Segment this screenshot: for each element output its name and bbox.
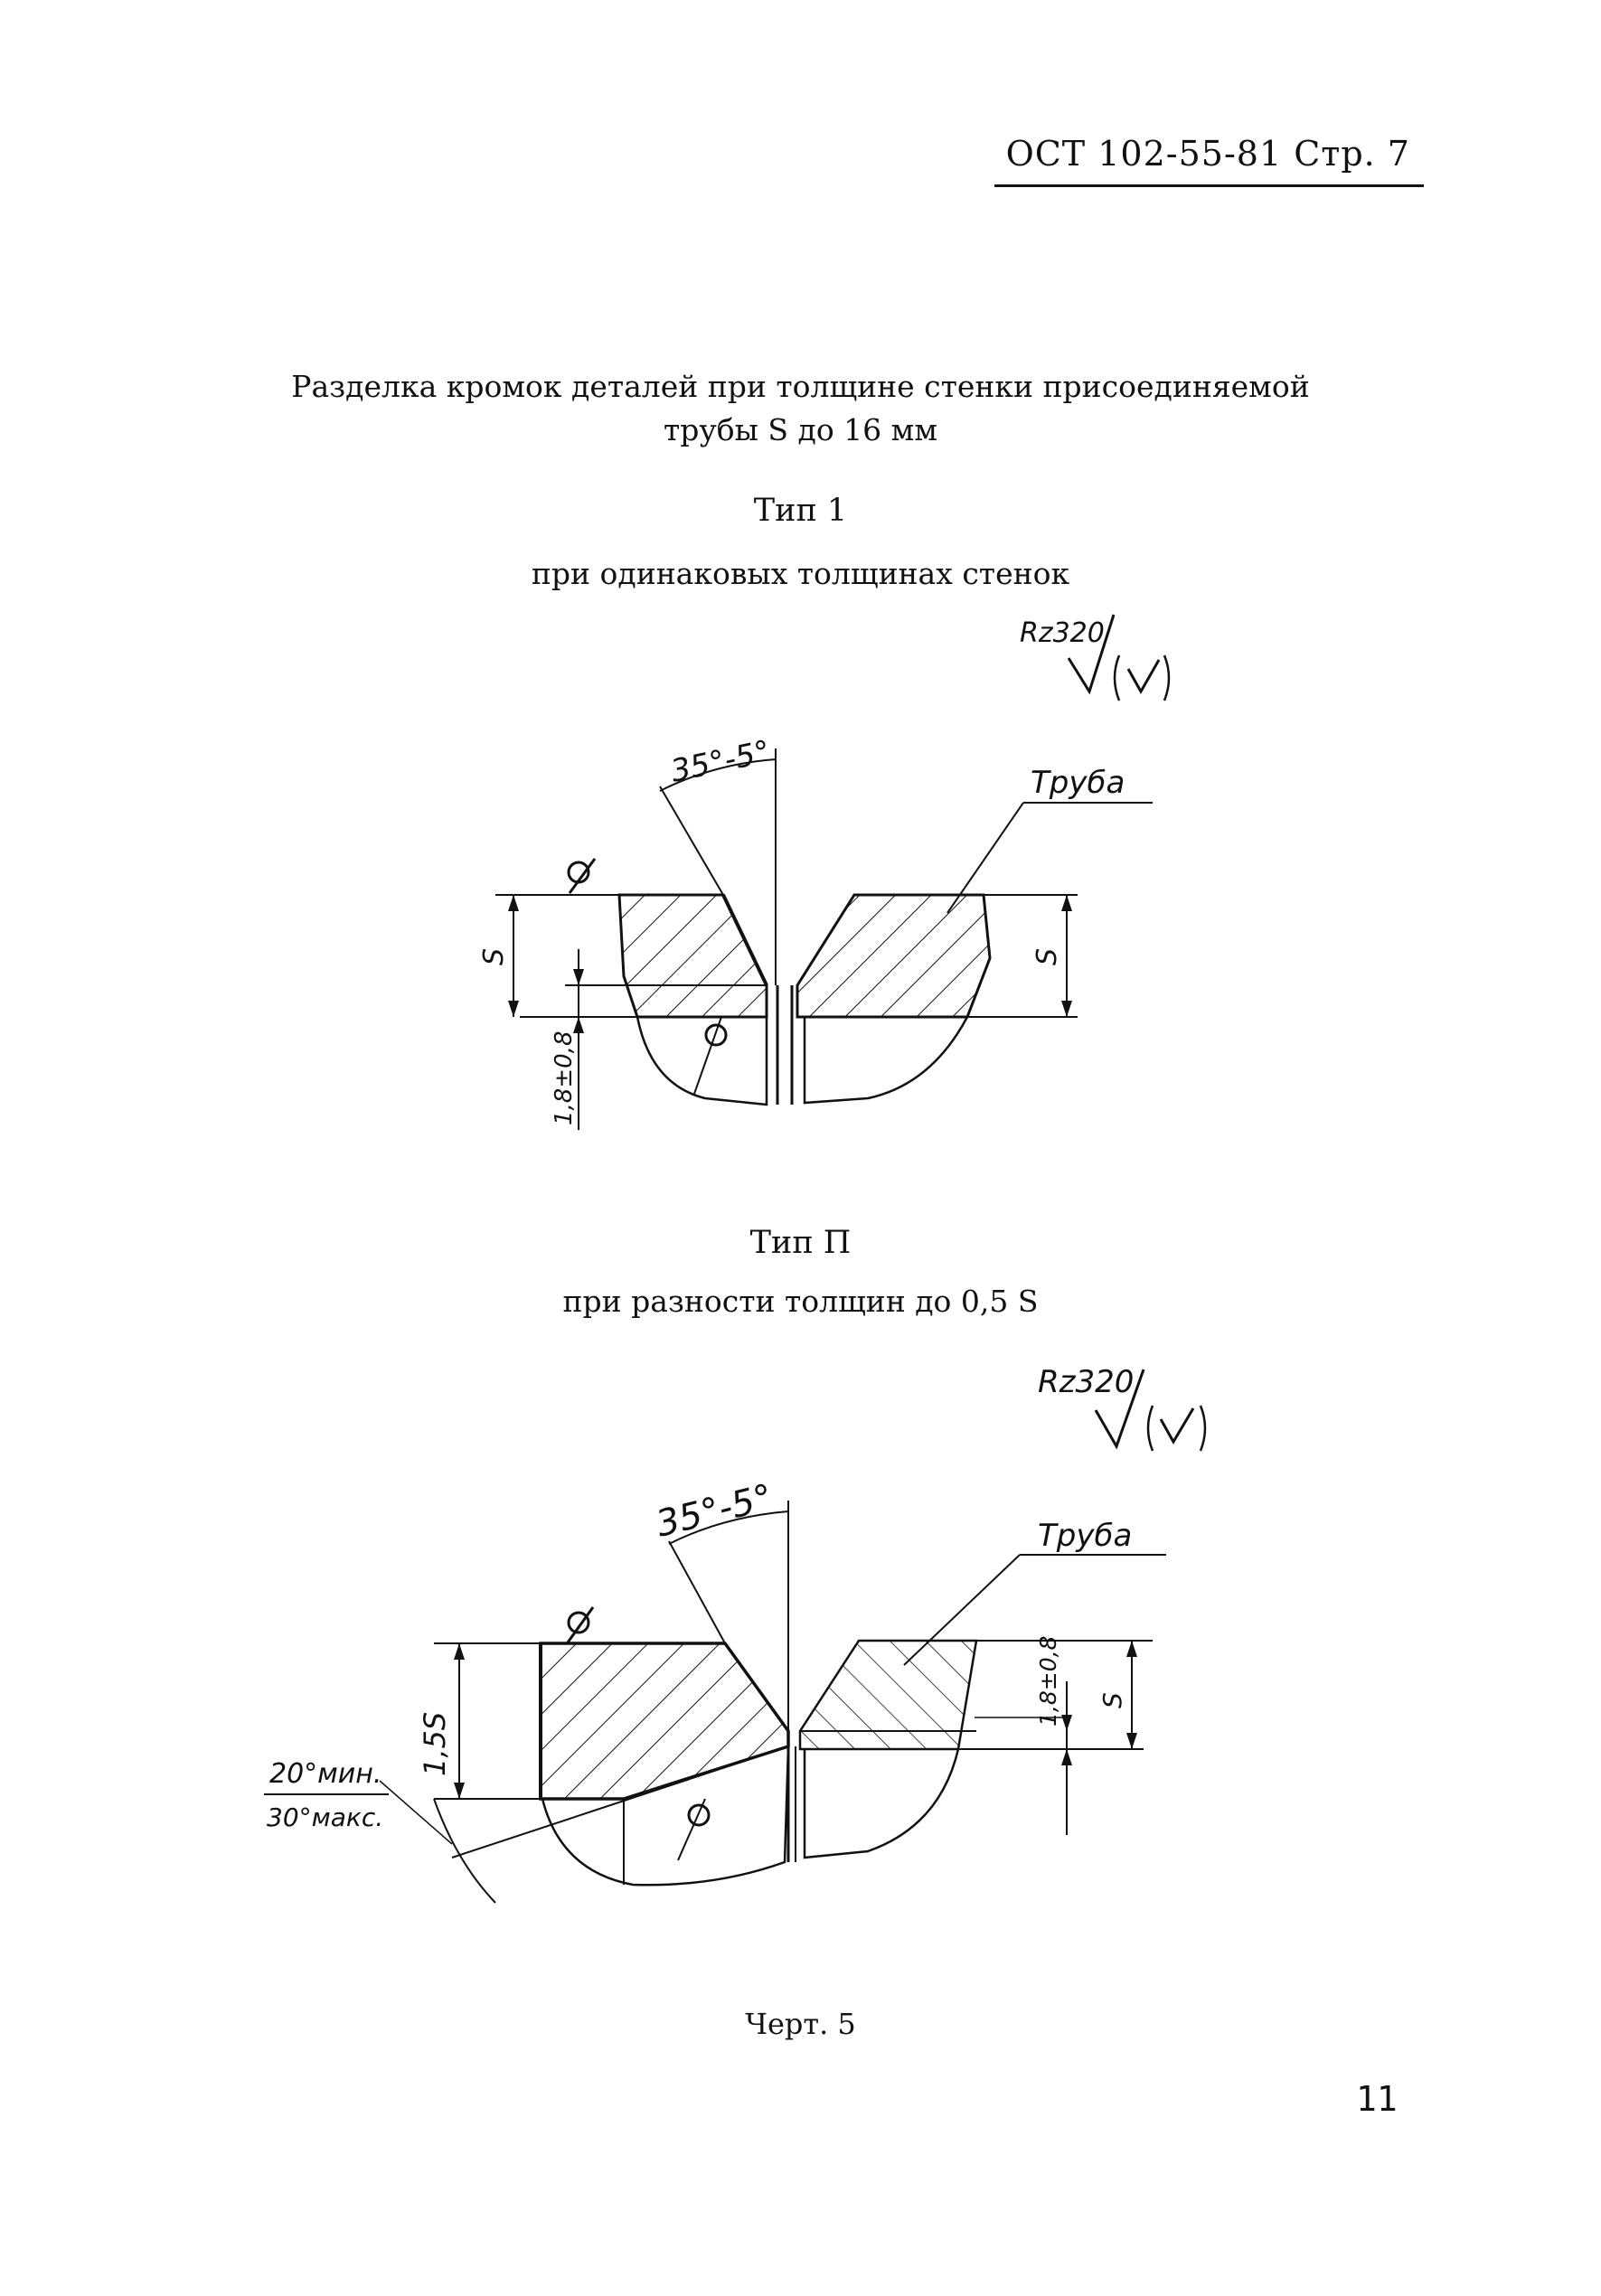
type2-left-part-section (541, 1643, 788, 1799)
type2-pipe-label: Труба (1038, 1518, 1133, 1554)
type2-subtitle: при разности толщин до 0,5 S (562, 1284, 1039, 1319)
type1-subtitle: при одинаковых толщинах стенок (531, 556, 1070, 591)
type1-dim-s-right: S (1031, 947, 1063, 965)
type1-pipe-body (805, 1017, 967, 1103)
type1-dim-root: 1,8±0,8 (551, 1030, 578, 1125)
type1-left-part-section (619, 895, 767, 1017)
type2-taper-max: 30°макс. (267, 1802, 384, 1832)
type2-taper-min: 20°мин. (269, 1758, 382, 1790)
type2-roughness-symbol (1038, 1364, 1205, 1451)
type1-drawing (478, 615, 1169, 1130)
type1-pipe-label: Труба (1031, 765, 1125, 801)
type2-roughness-label: Rz320 (1038, 1364, 1135, 1400)
type1-roughness-label: Rz320 (1020, 617, 1105, 649)
type2-dim-s-right: S (1097, 1692, 1127, 1708)
type2-pipe-body (805, 1749, 958, 1858)
title-line-2: трубы S до 16 мм (663, 412, 937, 447)
type1-angle-label: 35°-5° (667, 733, 774, 790)
type1-pipe-section (797, 895, 990, 1017)
document-header: ОСТ 102-55-81 Стр. 7 (1005, 134, 1410, 174)
type1-dim-s-left: S (478, 947, 510, 965)
type1-heading: Тип 1 (753, 493, 848, 529)
type2-dim-root: 1,8±0,8 (1035, 1635, 1061, 1727)
title-line-1: Разделка кромок деталей при толщине стенки присоединяемой (291, 369, 1310, 404)
type1-roughness-symbol (1020, 615, 1169, 701)
type2-angle-label: 35°-5° (652, 1476, 777, 1546)
type2-dim-left: 1,5S (418, 1711, 452, 1776)
type2-drawing (264, 1364, 1205, 1903)
type2-pipe-section (800, 1641, 976, 1749)
type2-heading: Тип П (749, 1225, 852, 1261)
page-number: 11 (1356, 2079, 1398, 2119)
drawing-caption: Черт. 5 (745, 2007, 856, 2041)
type1-left-part-body (637, 1017, 767, 1105)
